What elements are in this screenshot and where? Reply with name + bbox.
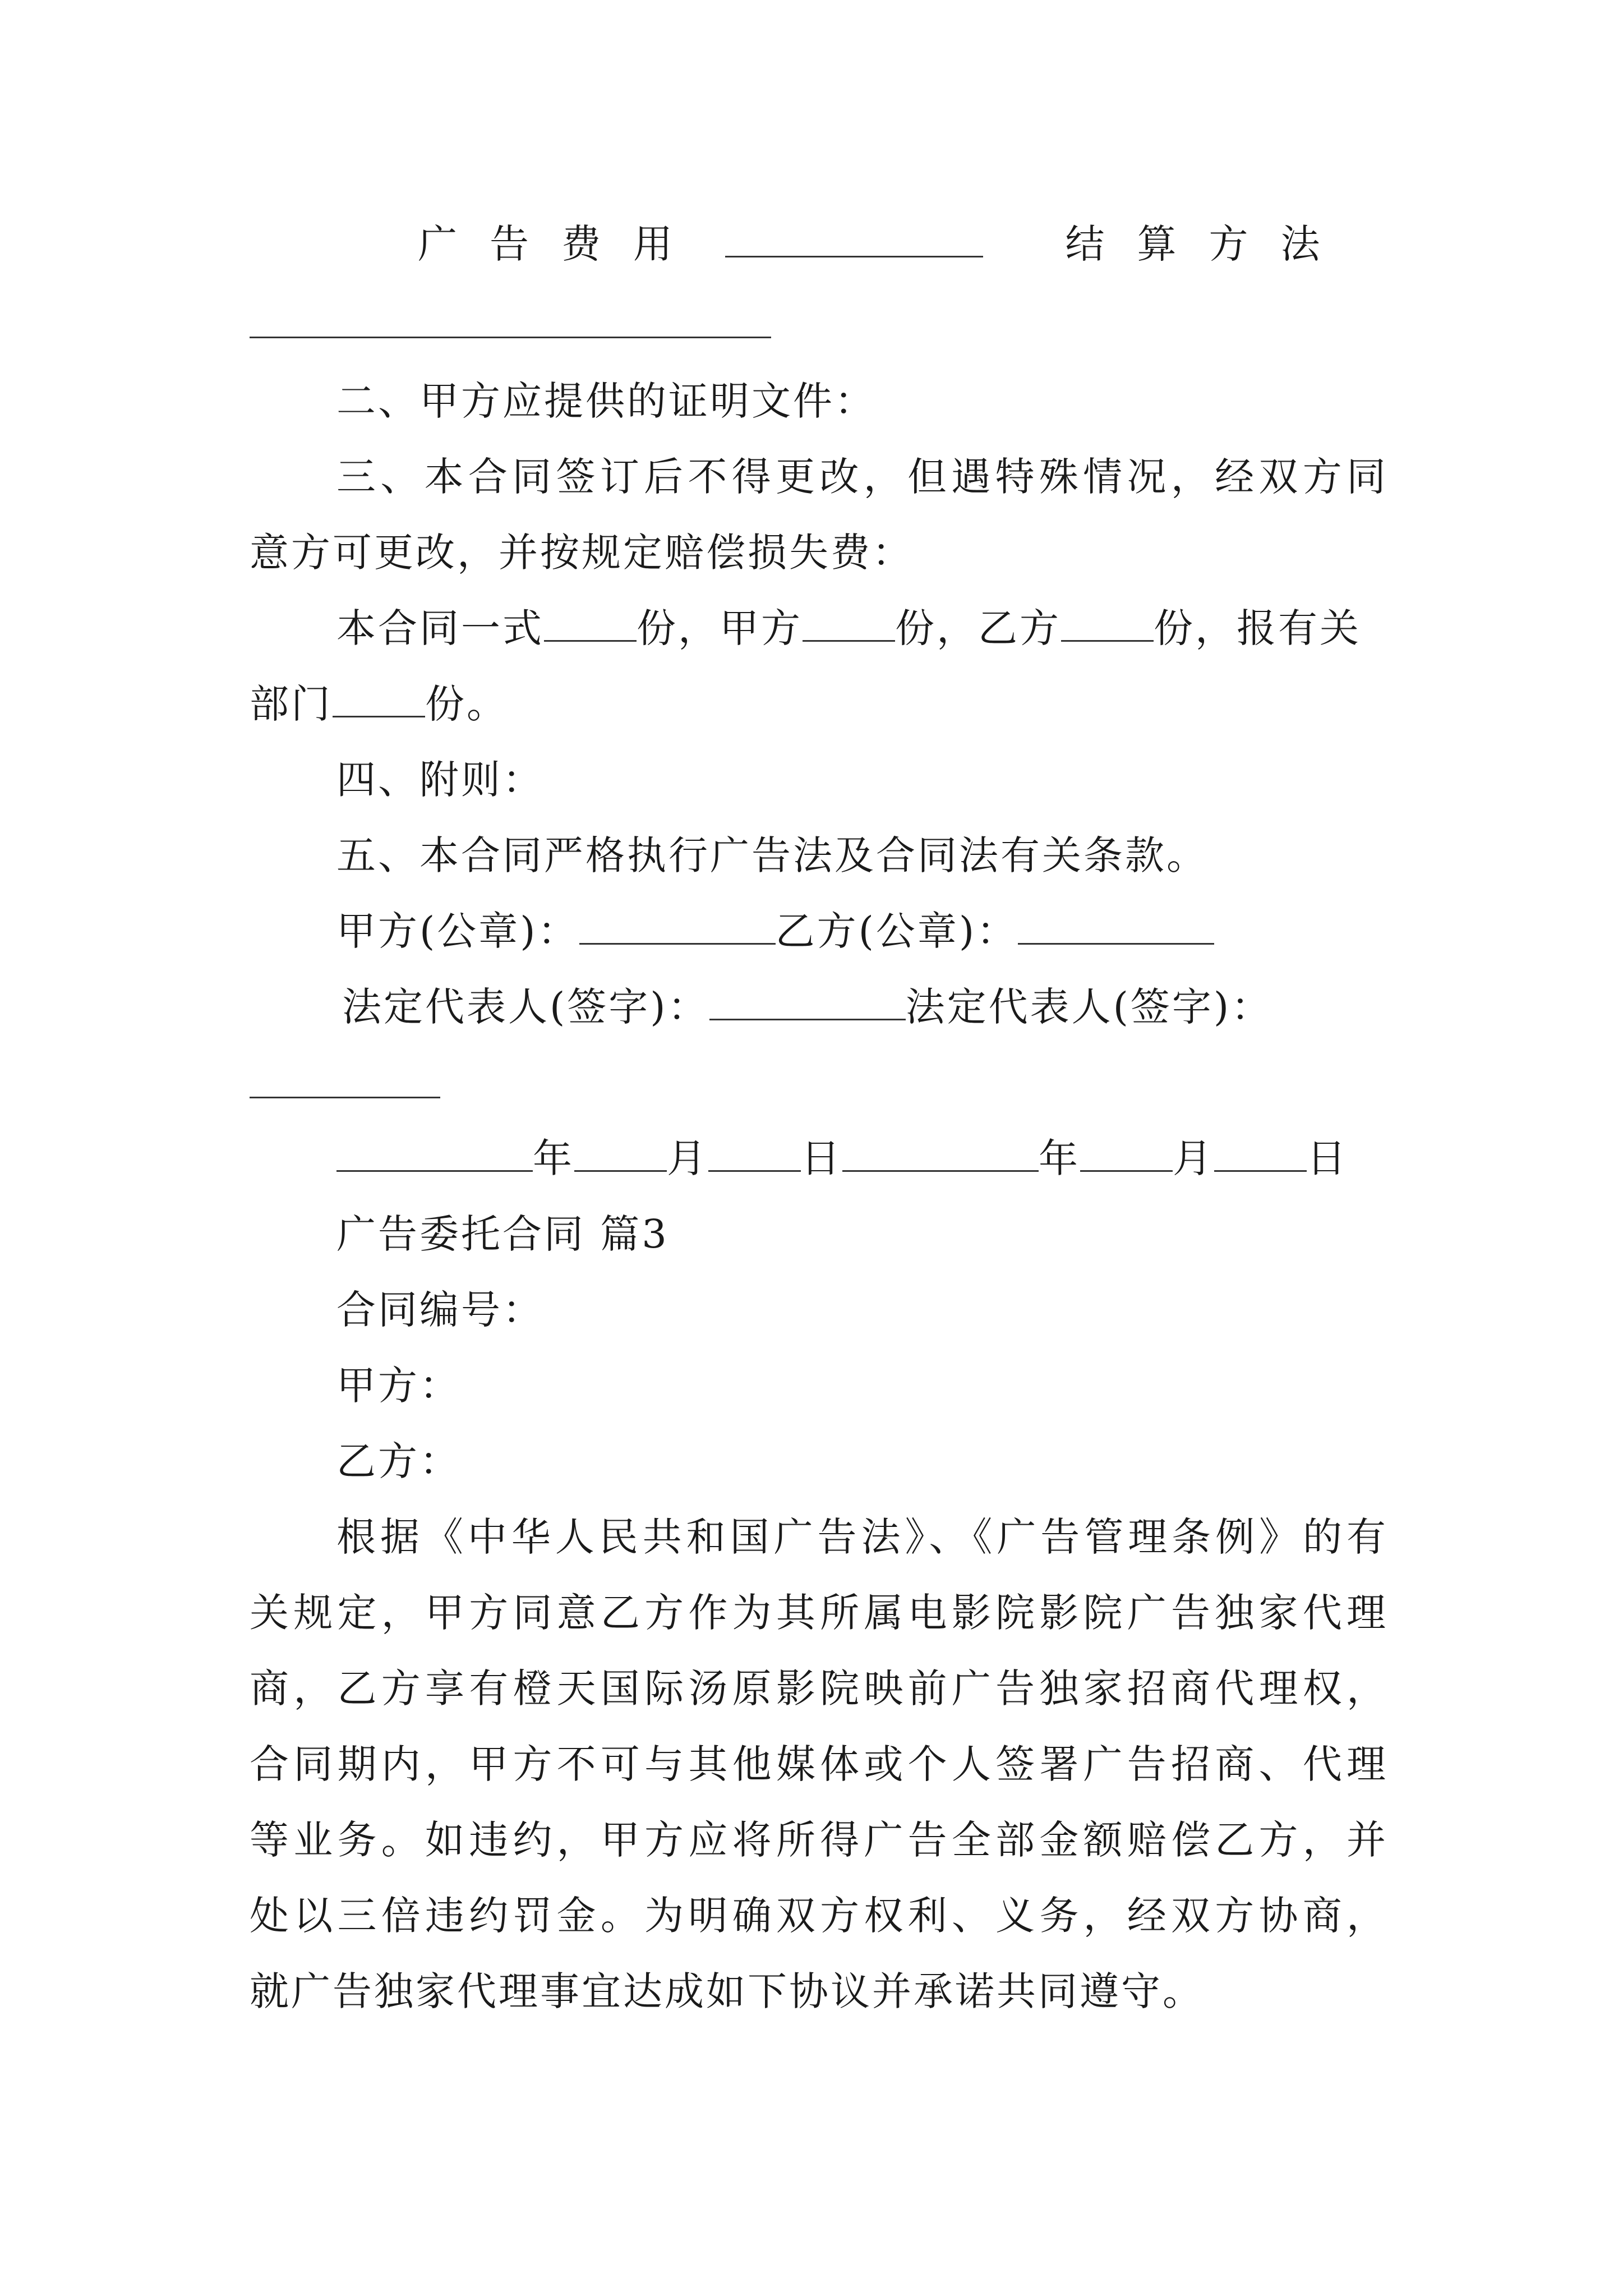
rep-a-blank xyxy=(709,982,906,1020)
item-3-line-1: 三、本合同签订后不得更改，但遇特殊情况，经双方同 xyxy=(336,454,1388,500)
copies-text-b: 份，甲方 xyxy=(637,605,803,651)
date-a-year-blank xyxy=(336,1133,533,1172)
paragraph-line-3: 商，乙方享有橙天国际汤原影院映前广告独家招商代理权， xyxy=(250,1665,1388,1711)
copies-blank-party-a xyxy=(803,603,895,642)
paragraph-line-1: 根据《中华人民共和国广告法》、《广告管理条例》的有 xyxy=(336,1514,1388,1560)
copies-line-1 xyxy=(336,600,1388,656)
settle-blank-rule xyxy=(250,337,771,338)
copies-text-c: 份，乙方 xyxy=(895,605,1061,651)
section-3-title: 广告委托合同 篇3 xyxy=(336,1211,669,1257)
fee-line xyxy=(418,216,1388,272)
date-line xyxy=(336,1130,1388,1186)
paragraph-line-5: 等业务。如违约，甲方应将所得广告全部金额赔偿乙方，并 xyxy=(250,1817,1388,1863)
item-2: 二、甲方应提供的证明文件： xyxy=(336,378,876,424)
rep-b-blank-rule xyxy=(250,1097,440,1098)
seal-line xyxy=(336,903,1388,959)
copies-text-f: 份。 xyxy=(425,681,508,727)
contract-number-label: 合同编号： xyxy=(336,1287,544,1333)
representative-line xyxy=(342,979,1394,1035)
date-b-day: 日 xyxy=(1307,1135,1348,1181)
paragraph-line-6: 处以三倍违约罚金。为明确双方权利、义务，经双方协商， xyxy=(250,1893,1388,1939)
date-b-day-blank xyxy=(1214,1133,1307,1172)
settle-label: 结算方法 xyxy=(1065,221,1353,267)
copies-text-a: 本合同一式 xyxy=(336,605,544,651)
item-4: 四、附则： xyxy=(336,757,544,803)
date-a-month: 月 xyxy=(667,1135,708,1181)
item-5: 五、本合同严格执行广告法及合同法有关条款。 xyxy=(336,832,1208,878)
date-a-day: 日 xyxy=(801,1135,842,1181)
item-3-line-2: 意方可更改，并按规定赔偿损失费： xyxy=(250,530,914,576)
section-3-party-b: 乙方： xyxy=(336,1438,461,1484)
paragraph-line-4: 合同期内，甲方不可与其他媒体或个人签署广告招商、代理 xyxy=(250,1741,1388,1787)
party-b-seal-blank xyxy=(1018,906,1214,945)
rep-b-label: 法定代表人(签字)： xyxy=(905,984,1273,1030)
section-3-party-a: 甲方： xyxy=(336,1363,461,1409)
date-b-year: 年 xyxy=(1039,1135,1080,1181)
date-a-month-blank xyxy=(574,1133,667,1172)
party-a-seal-blank xyxy=(579,906,776,945)
date-b-month: 月 xyxy=(1173,1135,1214,1181)
party-a-seal-label: 甲方(公章)： xyxy=(336,908,579,954)
fee-blank xyxy=(725,219,983,257)
copies-text-e: 部门 xyxy=(250,681,333,727)
date-a-year: 年 xyxy=(533,1135,574,1181)
paragraph-line-2: 关规定，甲方同意乙方作为其所属电影院影院广告独家代理 xyxy=(250,1590,1388,1636)
date-b-month-blank xyxy=(1080,1133,1173,1172)
fee-label: 广告费用 xyxy=(418,221,705,267)
date-b-year-blank xyxy=(842,1133,1039,1172)
copies-blank-party-b xyxy=(1061,603,1154,642)
paragraph-line-7: 就广告独家代理事宜达成如下协议并承诺共同遵守。 xyxy=(250,1968,1204,2014)
copies-blank-total xyxy=(544,603,637,642)
copies-line-2 xyxy=(250,676,1388,732)
copies-blank-department xyxy=(333,679,425,717)
rep-a-label: 法定代表人(签字)： xyxy=(342,984,709,1030)
date-a-day-blank xyxy=(708,1133,801,1172)
party-b-seal-label: 乙方(公章)： xyxy=(775,908,1018,954)
copies-text-d: 份，报有关 xyxy=(1154,605,1361,651)
